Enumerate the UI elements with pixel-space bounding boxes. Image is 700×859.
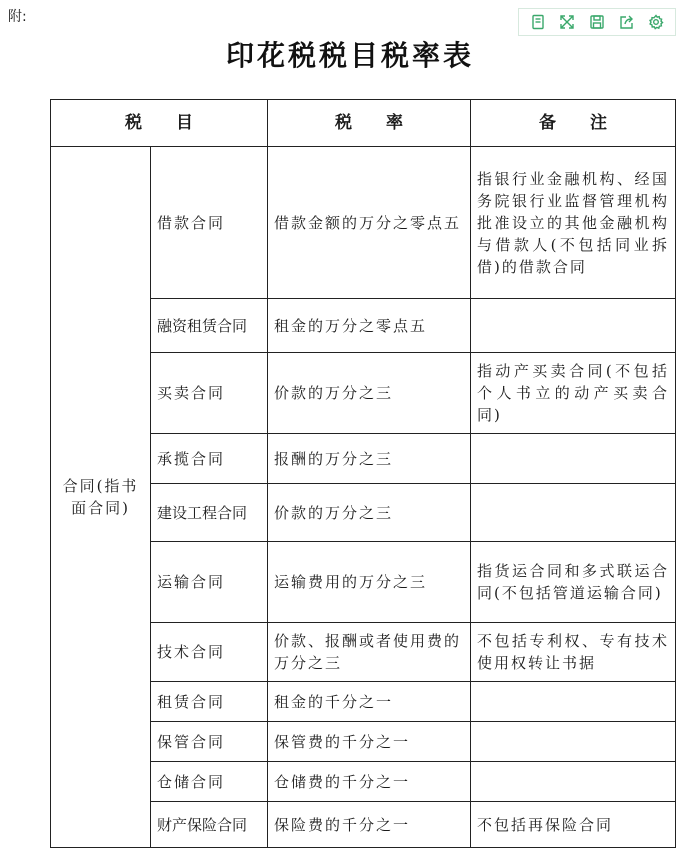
- item-note: 不包括专利权、专有技术使用权转让书据: [471, 623, 676, 682]
- item-rate: 保管费的千分之一: [268, 722, 471, 762]
- item-name: 财产保险合同: [151, 802, 268, 848]
- tax-rate-table: [50, 99, 676, 848]
- item-note: 不包括再保险合同: [471, 802, 676, 848]
- item-name: 融资租赁合同: [151, 299, 268, 353]
- item-note: [471, 722, 676, 762]
- header-rate: 税 率: [268, 100, 471, 147]
- header-note: 备 注: [471, 100, 676, 147]
- item-rate: 价款、报酬或者使用费的万分之三: [268, 623, 471, 682]
- page-title: 印花税税目税率表: [225, 39, 474, 72]
- item-note: [471, 682, 676, 722]
- table-row: [51, 147, 676, 299]
- item-name: 买卖合同: [151, 353, 268, 434]
- item-name: 保管合同: [151, 722, 268, 762]
- item-rate: 租金的千分之一: [268, 682, 471, 722]
- item-note: 指货运合同和多式联运合同(不包括管道运输合同): [471, 542, 676, 623]
- category-cell: 合同(指书面合同): [51, 147, 151, 848]
- settings-icon[interactable]: [645, 11, 667, 33]
- item-note: 指银行业金融机构、经国务院银行业监督管理机构批准设立的其他金融机构与借款人(不包括同业拆借)的借款合同: [471, 147, 676, 299]
- item-rate: 仓储费的千分之一: [268, 762, 471, 802]
- fullscreen-icon[interactable]: [556, 11, 578, 33]
- item-rate: 租金的万分之零点五: [268, 299, 471, 353]
- share-icon[interactable]: [616, 11, 638, 33]
- item-rate: 借款金额的万分之零点五: [268, 147, 471, 299]
- item-note: [471, 762, 676, 802]
- item-name: 技术合同: [151, 623, 268, 682]
- toolbar: [518, 8, 676, 36]
- item-name: 建设工程合同: [151, 484, 268, 542]
- item-note: [471, 484, 676, 542]
- item-rate: 报酬的万分之三: [268, 434, 471, 484]
- appendix-label: 附:: [8, 9, 27, 25]
- item-note: [471, 434, 676, 484]
- item-name: 仓储合同: [151, 762, 268, 802]
- item-name: 借款合同: [151, 147, 268, 299]
- item-rate: 保险费的千分之一: [268, 802, 471, 848]
- item-rate: 价款的万分之三: [268, 484, 471, 542]
- document-icon[interactable]: [527, 11, 549, 33]
- item-name: 运输合同: [151, 542, 268, 623]
- item-name: 承揽合同: [151, 434, 268, 484]
- item-rate: 价款的万分之三: [268, 353, 471, 434]
- header-category: 税 目: [51, 100, 268, 147]
- item-note: 指动产买卖合同(不包括个人书立的动产买卖合同): [471, 353, 676, 434]
- item-note: [471, 299, 676, 353]
- item-rate: 运输费用的万分之三: [268, 542, 471, 623]
- item-name: 租赁合同: [151, 682, 268, 722]
- save-icon[interactable]: [586, 11, 608, 33]
